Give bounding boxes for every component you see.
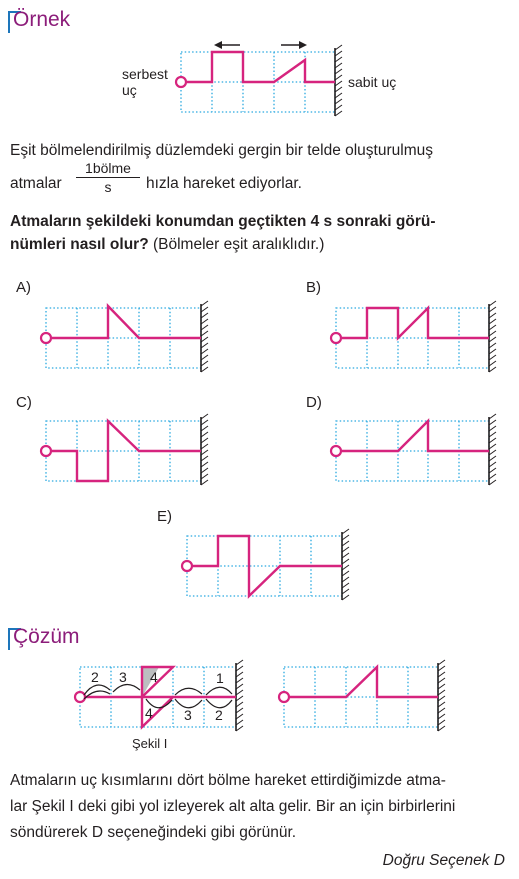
option-a-figure <box>41 301 208 372</box>
step-2-right: 2 <box>215 707 223 723</box>
free-end-label: serbest uç <box>122 66 168 98</box>
option-c-label: C) <box>16 394 32 411</box>
step-2-left: 2 <box>91 669 99 685</box>
solution-figure-2 <box>279 660 445 731</box>
solution-figure-1 <box>75 660 243 731</box>
figure-caption: Şekil I <box>132 736 168 751</box>
option-d-label: D) <box>306 394 322 411</box>
solution-line-3: söndürerek D seçeneğindeki gibi görünür. <box>10 824 297 841</box>
question-line-4: nümleri nasıl olur? (Bölmeler eşit aralıklıdır.) <box>10 236 325 253</box>
option-b-figure <box>331 301 496 372</box>
step-4-top: 4 <box>150 669 158 685</box>
option-a-label: A) <box>16 279 31 296</box>
question-line-2-pre: atmalar <box>10 175 62 192</box>
solution-line-1: Atmaların uç kısımlarını dört bölme hareket ettirdiğimizde atma- <box>10 772 446 789</box>
step-1-right: 1 <box>216 670 224 686</box>
example-pulses <box>187 52 335 82</box>
option-e-label: E) <box>157 508 172 525</box>
fixed-end-label: sabit uç <box>348 74 397 90</box>
answer-text: Doğru Seçenek D <box>382 852 505 869</box>
option-e-figure <box>182 529 349 600</box>
question-bold-line-1: Atmaların şekildeki konumdan geçtikten 4 s sonraki görü- <box>10 213 436 230</box>
example-figure <box>176 41 342 116</box>
fixed-wall <box>335 45 342 116</box>
solution-line-2: lar Şekil I deki gibi yol izleyerek alt alta gelir. Bir an için birbirlerini <box>10 798 456 815</box>
right-arrow <box>281 41 307 49</box>
option-c-figure <box>41 414 208 485</box>
left-arrow <box>214 41 240 49</box>
free-end-ring <box>176 77 186 87</box>
speed-fraction: 1bölme s <box>76 160 140 195</box>
question-line-1: Eşit bölmelendirilmiş düzlemdeki gergin bir telde oluşturulmuş <box>10 142 433 159</box>
step-4-bottom: 4 <box>145 705 153 721</box>
option-d-figure <box>331 414 496 485</box>
option-b-label: B) <box>306 279 321 296</box>
step-3-left: 3 <box>119 669 127 685</box>
question-line-2-post: hızla hareket ediyorlar. <box>146 175 302 192</box>
step-3-right: 3 <box>184 707 192 723</box>
